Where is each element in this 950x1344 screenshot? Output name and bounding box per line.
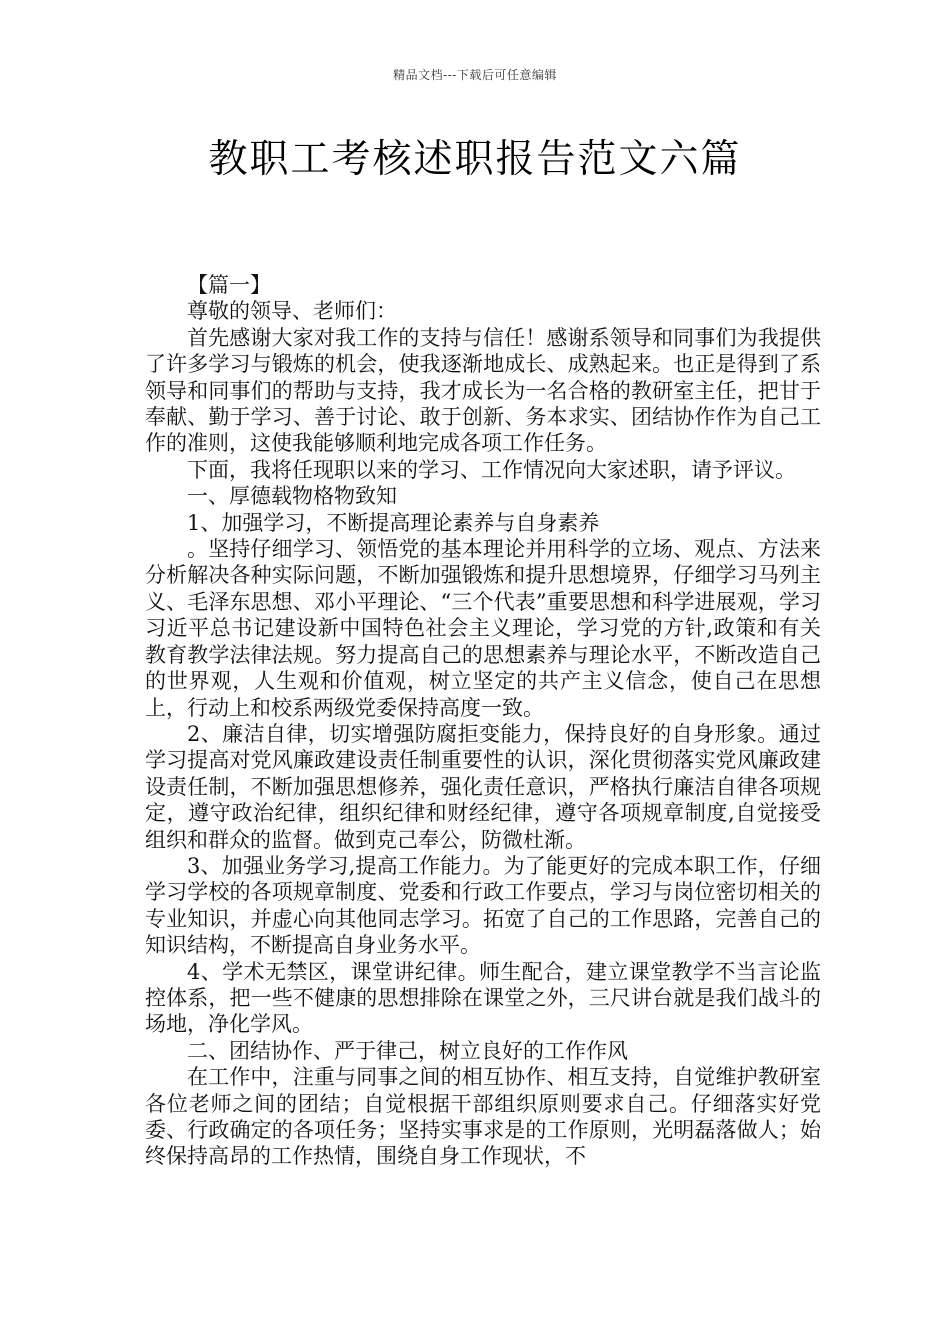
paragraph: 首先感谢大家对我工作的支持与信任！感谢系领导和同事们为我提供了许多学习与锻炼的机会，使我逐渐地成长、成熟起来。也正是得到了系领导和同事们的帮助与支持，我才成长为一名合格的教研室主任，把甘于奉献、勤于学习、善于讨论、敢于创新、务本求实、团结协作作为自己工作的准则，这使我能够顺利地完成各项工作任务。: [145, 325, 821, 456]
paragraph-section-label: 【篇一】: [187, 273, 271, 297]
paragraph: 下面，我将任现职以来的学习、工作情况向大家述职，请予评议。: [187, 457, 796, 482]
header-note: 精品文档---下载后可任意编辑: [393, 68, 557, 82]
subsection-heading: 1、加强学习，不断提高理论素养与自身素养: [187, 510, 600, 535]
document-body: [145, 272, 821, 1170]
paragraph: 3、加强业务学习,提高工作能力。为了能更好的完成本职工作，仔细学习学校的各项规章制度、党委和行政工作要点，学习与岗位密切相关的专业知识，并虚心向其他同志学习。拓宽了自己的工作思路，完善自己的知识结构，不断提高自身业务水平。: [145, 853, 821, 958]
paragraph: 在工作中，注重与同事之间的相互协作、相互支持，自觉维护教研室各位老师之间的团结；自觉根据干部组织原则要求自己。仔细落实好党委、行政确定的各项任务；坚持实事求是的工作原则，光明磊落做人；始终保持高昂的工作热情，围绕自身工作现状，不: [145, 1065, 821, 1169]
paragraph: 4、学术无禁区，课堂讲纪律。师生配合，建立课堂教学不当言论监控体系，把一些不健康的思想排除在课堂之外，三尺讲台就是我们战斗的场地，净化学风。: [145, 959, 821, 1037]
section-heading: 一、厚德载物格物致知: [187, 484, 397, 509]
document-title: 教职工考核述职报告范文六篇: [208, 137, 742, 182]
paragraph: 。坚持仔细学习、领悟党的基本理论并用科学的立场、观点、方法来分析解决各种实际问题，不断加强锻炼和提升思想境界，仔细学习马列主义、毛泽东思想、邓小平理论、“三个代表”重要思想和科学进展观，学习习近平总书记建设新中国特色社会主义理论，学习党的方针,政策和有关教育教学法律法规。努力提高自己的思想素养与理论水平，不断改造自己的世界观，人生观和价值观，树立坚定的共产主义信念，使自己在思想上，行动上和校系两级党委保持高度一致。: [145, 537, 821, 720]
paragraph-salutation: 尊敬的领导、老师们：: [187, 299, 397, 324]
paragraph: 2、廉洁自律，切实增强防腐拒变能力，保持良好的自身形象。通过学习提高对党风廉政建设责任制重要性的认识，深化贯彻落实党风廉政建设责任制，不断加强思想修养，强化责任意识，严格执行廉洁自律各项规定，遵守政治纪律，组织纪律和财经纪律，遵守各项规章制度,自觉接受组织和群众的监督。做到克己奉公，防微杜渐。: [145, 721, 821, 852]
section-heading: 二、团结协作、严于律己，树立良好的工作作风: [187, 1038, 628, 1063]
